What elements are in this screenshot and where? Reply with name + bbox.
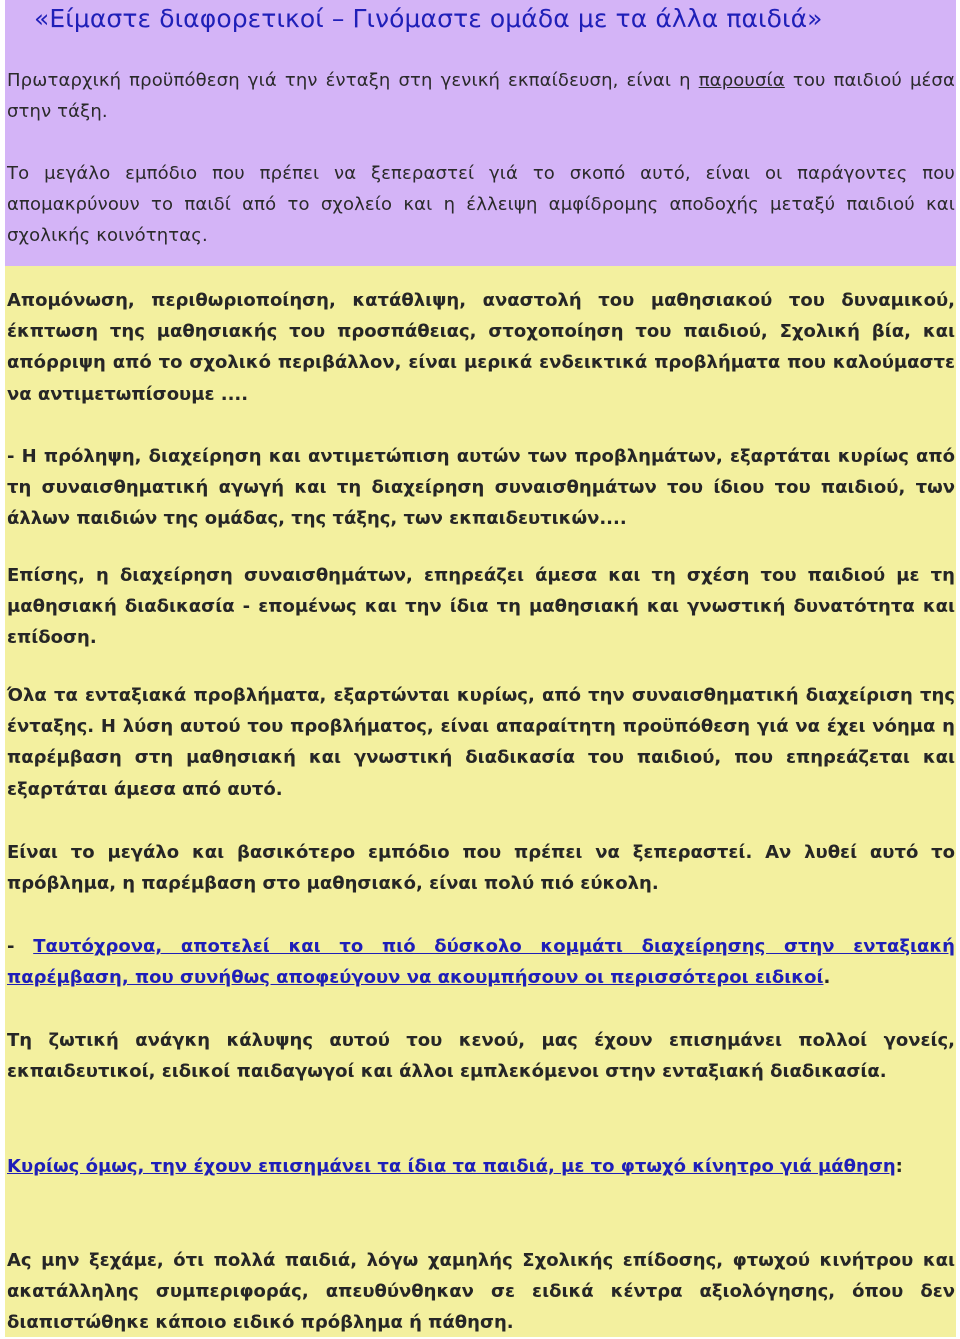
body-paragraph-8: [7, 931, 955, 993]
intro-paragraph-1: [7, 65, 955, 127]
p10-end: :: [895, 1156, 903, 1177]
body-paragraph-7: Είναι το μεγάλο και βασικότερο εμπόδιο που πρέπει να ξεπεραστεί. Αν λυθεί αυτό το πρόβλημα, η παρέμβαση στο μαθησιακό, είναι πολύ πιό εύκολη.: [7, 842, 955, 895]
body-paragraph-11: Ας μην ξεχάμε, ότι πολλά παιδιά, λόγω χαμηλής Σχολικής επίδοσης, φτωχού κινήτρου και ακατάλληλης συμπεριφοράς, απευθύνθηκαν σε ειδικά κέντρα αξιολόγησης, όπου δεν διαπιστώθηκε κάποιο ειδικό πρόβλημα ή πάθηση.: [7, 1250, 955, 1334]
intro-p1-text: Πρωταρχική προϋπόθεση γιά την ένταξη στη γενική εκπαίδευση, είναι η: [7, 70, 691, 91]
body-paragraph-3: Απομόνωση, περιθωριοποίηση, κατάθλιψη, αναστολή του μαθησιακού του δυναμικού, έκπτωση της μαθησιακής του προσπάθειας, στοχοποίηση του παιδιού, Σχολική βία, και απόρριψη από το σχολικό περιβάλλον, είναι μερικά ενδεικτικά προβλήματα που καλούμαστε να αντιμετωπίσουμε ....: [7, 290, 955, 405]
page-title: «Είμαστε διαφορετικοί – Γινόμαστε ομάδα με τα άλλα παιδιά»: [34, 4, 823, 33]
p8-link[interactable]: Ταυτόχρονα, αποτελεί και το πιό δύσκολο κομμάτι διαχείρησης στην ενταξιακή παρέμβαση, που συνήθως αποφεύγουν να ακουμπήσουν οι περισσότεροι ειδικοί: [7, 936, 955, 989]
body-paragraph-5: Επίσης, η διαχείρηση συναισθημάτων, επηρεάζει άμεσα και τη σχέση του παιδιού με τη μαθησιακή διαδικασία - επομένως και την ίδια τη μαθησιακή και γνωστική δυνατότητα και επίδοση.: [7, 565, 955, 649]
p10-link[interactable]: Κυρίως όμως, την έχουν επισημάνει τα ίδια τα παιδιά, με το φτωχό κίνητρο γιά μάθηση: [7, 1156, 896, 1177]
body-paragraph-6: Όλα τα ενταξιακά προβλήματα, εξαρτώνται κυρίως, από την συναισθηματική διαχείριση της ένταξης. Η λύση αυτού του προβλήματος, είναι απαραίτητη προϋπόθεση γιά να έχει νόημα η παρέμβαση στη μαθησιακή και γνωστική διαδικασία του παιδιού, που επηρεάζεται και εξαρτάται άμεσα από αυτό.: [7, 685, 955, 800]
body-paragraph-10: [7, 1151, 955, 1182]
intro-paragraph-2: Το μεγάλο εμπόδιο που πρέπει να ξεπεραστεί γιά το σκοπό αυτό, είναι οι παράγοντες που απομακρύνουν το παιδί από το σχολείο και η έλλειψη αμφίδρομης αποδοχής μεταξύ παιδιού και σχολικής κοινότητας.: [7, 163, 955, 247]
body-paragraph-9: Τη ζωτική ανάγκη κάλυψης αυτού του κενού, μας έχουν επισημάνει πολλοί γονείς, εκπαιδευτικοί, ειδικοί παιδαγωγοί και άλλοι εμπλεκόμενοι στην ενταξιακή διαδικασία.: [7, 1030, 955, 1083]
presence-link[interactable]: παρουσία: [698, 70, 785, 91]
p8-dash: -: [7, 936, 15, 957]
body-paragraph-4: - Η πρόληψη, διαχείρηση και αντιμετώπιση αυτών των προβλημάτων, εξαρτάται κυρίως από τη συναισθηματική αγωγή και τη διαχείρηση συναισθημάτων του ίδιου του παιδιού, των άλλων παιδιών της ομάδας, της τάξης, των εκπαιδευτικών....: [7, 446, 955, 530]
p8-end: .: [823, 967, 831, 989]
intro-p1-after: του παιδιού μέσα στην τάξη.: [7, 70, 955, 123]
